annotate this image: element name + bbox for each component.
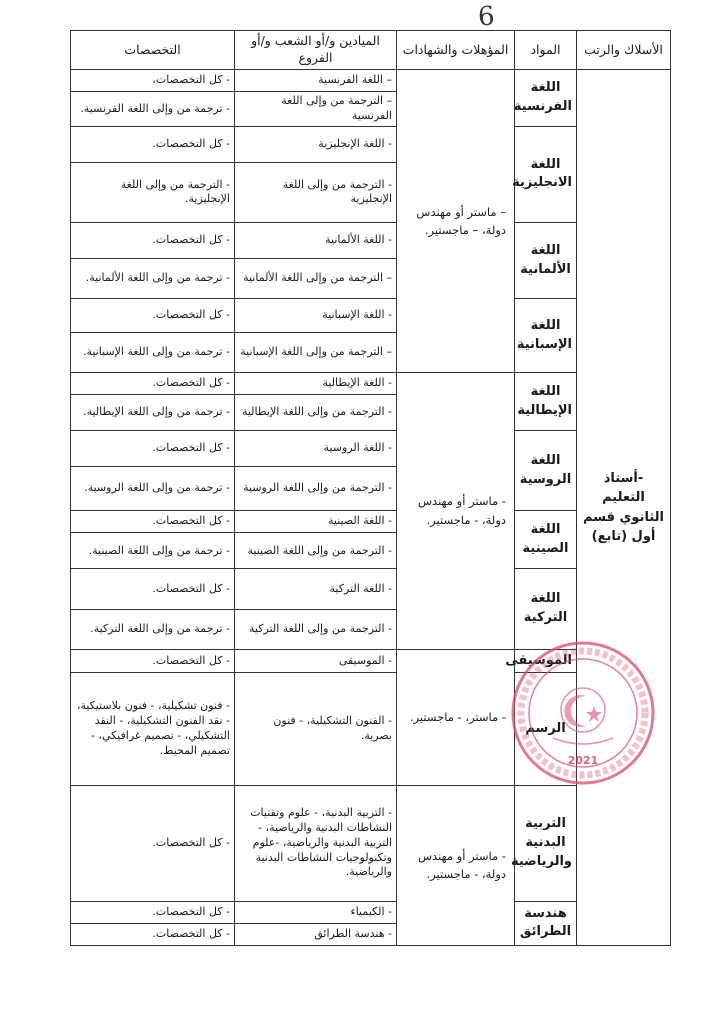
stamp-year: 2021 — [567, 754, 599, 767]
field-cell: – الترجمة من وإلى اللغة الفرنسية — [235, 92, 397, 127]
specialty-cell: - كل التخصصات، — [71, 70, 235, 92]
official-stamp — [508, 638, 658, 788]
field-cell: - الفنون التشكيلية، - فنون بصرية. — [235, 673, 397, 785]
specialty-cell: - كل التخصصات. — [71, 126, 235, 162]
subject-cell: هندسة الطرائق — [515, 901, 577, 945]
header-ranks: الأسلاك والرتب — [577, 31, 671, 70]
qualification-cell: - ماستر أو مهندس دولة، - ماجستير. — [397, 373, 515, 649]
specialty-cell: - كل التخصصات. — [71, 431, 235, 467]
subject-cell: التربية البدنية والرياضية — [515, 785, 577, 901]
qualification-cell: - ماستر، - ماجستير. — [397, 649, 515, 785]
specialty-cell: - ترجمة من وإلى اللغة الروسية. — [71, 467, 235, 511]
specialty-cell: - كل التخصصات. — [71, 785, 235, 901]
header-qualifications: المؤهلات والشهادات — [397, 31, 515, 70]
subject-cell: اللغة الإسبانية — [515, 299, 577, 373]
field-cell: - اللغة الروسية — [235, 431, 397, 467]
specialty-cell: - فنون تشكيلية، - فنون بلاستيكية، - نقد الفنون التشكيلية، - النقد التشكيلي، - تصميم غرافيكي، - تصميم المحيط. — [71, 673, 235, 785]
field-cell: - اللغة التركية — [235, 569, 397, 609]
subject-cell: اللغة الانجليزية — [515, 126, 577, 222]
field-cell: - اللغة الإنجليزية — [235, 126, 397, 162]
field-cell: – اللغة الفرنسية — [235, 70, 397, 92]
field-cell: - الترجمة من وإلى اللغة الإنجليزية — [235, 162, 397, 222]
specialty-cell: - ترجمة من وإلى اللغة الإسبانية. — [71, 333, 235, 373]
subject-cell: اللغة التركية — [515, 569, 577, 649]
subject-cell: اللغة الألمانية — [515, 222, 577, 298]
field-cell: - اللغة الإسبانية — [235, 299, 397, 333]
page-number: 6 — [476, 1, 496, 33]
qualifications-table — [70, 30, 671, 946]
header-specialties: التخصصات — [71, 31, 235, 70]
rank-cell: -أستاذ التعليم الثانوي قسم أول (تابع) — [577, 70, 671, 946]
field-cell: - اللغة الإيطالية — [235, 373, 397, 395]
field-cell: - التربية البدنية، - علوم وتقنيات النشاطات البدنية والرياضية، - التربية البدنية والرياضية، -علوم وتكنولوجيات النشاطات البدنية والرياضية. — [235, 785, 397, 901]
field-cell: – الترجمة من وإلى اللغة الألمانية — [235, 259, 397, 299]
subject-cell: اللغة الإيطالية — [515, 373, 577, 431]
table-row — [71, 70, 671, 92]
specialty-cell: - كل التخصصات. — [71, 569, 235, 609]
specialty-cell: - كل التخصصات. — [71, 649, 235, 673]
header-fields: الميادين و/أو الشعب و/أو الفروع — [235, 31, 397, 70]
field-cell: - الترجمة من وإلى اللغة الإيطالية — [235, 395, 397, 431]
specialty-cell: - كل التخصصات. — [71, 923, 235, 945]
field-cell: - اللغة الألمانية — [235, 222, 397, 258]
specialty-cell: - ترجمة من وإلى اللغة الإيطالية. — [71, 395, 235, 431]
specialty-cell: - الترجمة من وإلى اللغة الإنجليزية. — [71, 162, 235, 222]
field-cell: - الترجمة من وإلى اللغة التركية — [235, 609, 397, 649]
header-row — [71, 31, 671, 70]
subject-cell: اللغة الصينية — [515, 511, 577, 569]
subject-cell: الرسم — [515, 673, 577, 785]
subject-cell: الموسيقى — [515, 649, 577, 673]
field-cell: - الترجمة من وإلى اللغة الصينية — [235, 533, 397, 569]
field-cell: - الترجمة من وإلى اللغة الروسية — [235, 467, 397, 511]
specialty-cell: - كل التخصصات. — [71, 373, 235, 395]
specialty-cell: - كل التخصصات. — [71, 511, 235, 533]
specialty-cell: - كل التخصصات. — [71, 299, 235, 333]
field-cell: - الموسيقى — [235, 649, 397, 673]
specialty-cell: - ترجمة من وإلى اللغة التركية. — [71, 609, 235, 649]
qualification-cell: – ماستر أو مهندس دولة، – ماجستير. — [397, 70, 515, 373]
qualification-cell: - ماستر أو مهندس دولة، - ماجستير. — [397, 785, 515, 945]
specialty-cell: - ترجمة من وإلى اللغة الصينية. — [71, 533, 235, 569]
specialty-cell: - كل التخصصات. — [71, 901, 235, 923]
subject-cell: اللغة الروسية — [515, 431, 577, 511]
specialty-cell: - كل التخصصات. — [71, 222, 235, 258]
header-subjects: المواد — [515, 31, 577, 70]
field-cell: - اللغة الصينية — [235, 511, 397, 533]
field-cell: - الكيمياء — [235, 901, 397, 923]
subject-cell: اللغة الفرنسية — [515, 70, 577, 127]
specialty-cell: - ترجمة من وإلى اللغة الألمانية. — [71, 259, 235, 299]
specialty-cell: - ترجمة من وإلى اللغة الفرنسية. — [71, 92, 235, 127]
field-cell: - هندسة الطرائق — [235, 923, 397, 945]
field-cell: – الترجمة من وإلى اللغة الإسبانية — [235, 333, 397, 373]
